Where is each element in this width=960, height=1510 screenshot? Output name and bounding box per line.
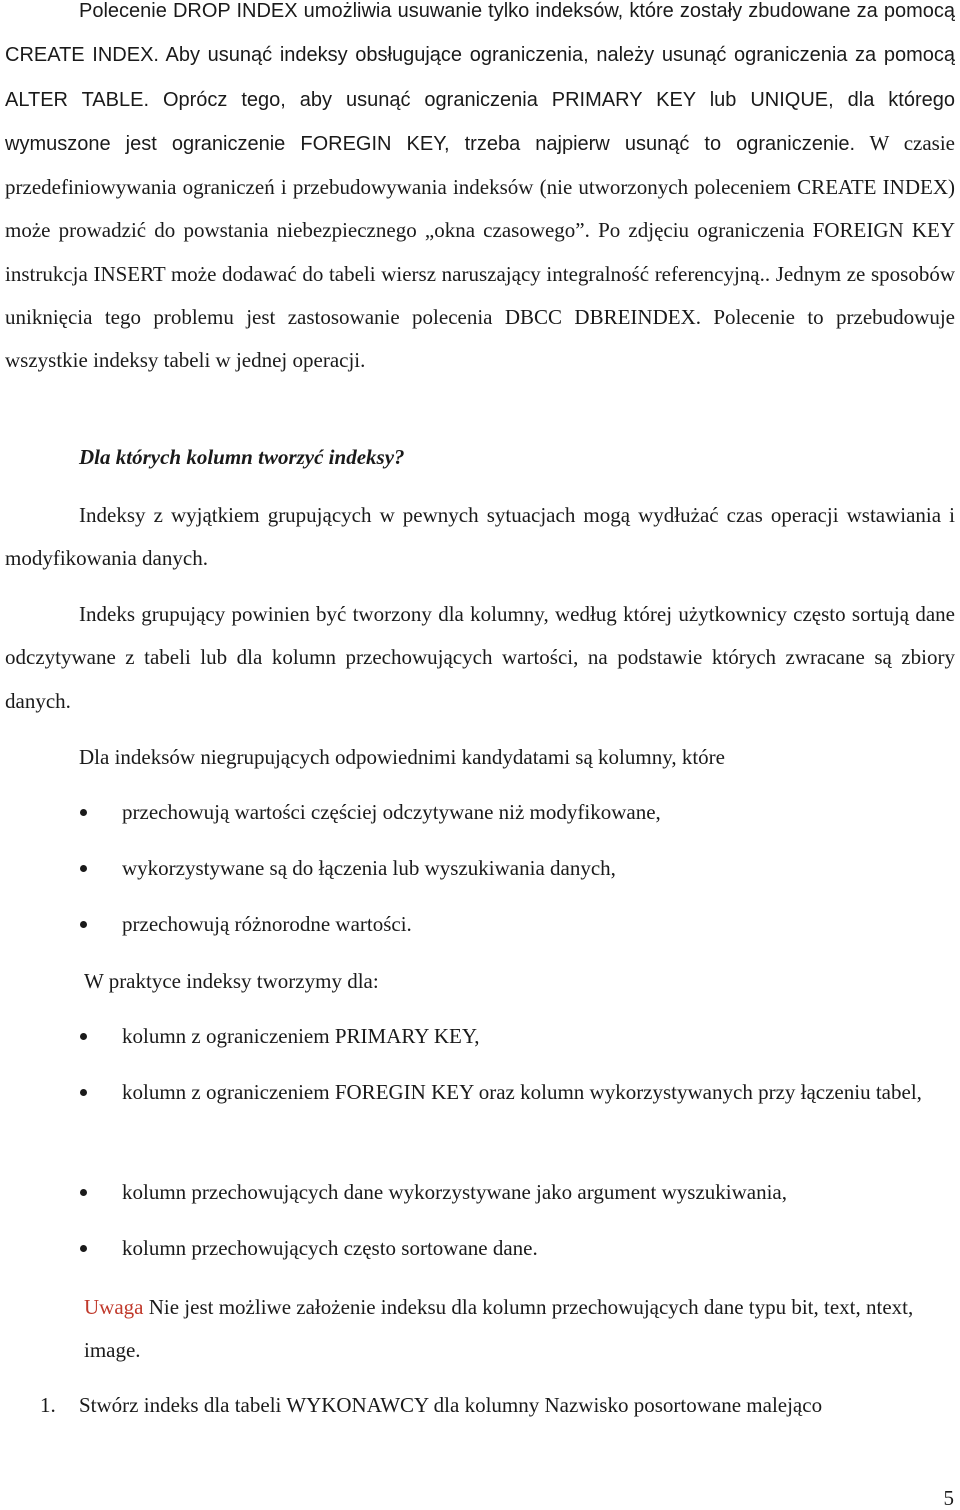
task-number: 1. xyxy=(40,1393,56,1417)
paragraph-indeksy: Indeksy z wyjątkiem grupujących w pewnych sytuacjach mogą wydłużać czas operacji wstawiania i modyfikowania danych. xyxy=(5,503,955,571)
line-niegrupujace: Dla indeksów niegrupujących odpowiednimi kandydatami są kolumny, które xyxy=(79,745,725,769)
bullet-item xyxy=(80,847,950,890)
bullet-text: przechowują wartości częściej odczytywane niż modyfikowane, xyxy=(122,800,661,824)
bullet-text: kolumn z ograniczeniem PRIMARY KEY, xyxy=(122,1024,480,1048)
bullet-text: kolumn przechowujących dane wykorzystywane jako argument wyszukiwania, xyxy=(122,1180,787,1204)
page-number: 5 xyxy=(943,1486,954,1510)
line-praktyka: W praktyce indeksy tworzymy dla: xyxy=(84,969,379,993)
bullet-dot-icon xyxy=(80,921,87,928)
note-label: Uwaga xyxy=(84,1295,144,1319)
bullet-text: przechowują różnorodne wartości. xyxy=(122,912,412,936)
bullet-item xyxy=(80,1015,950,1058)
bullet-text: kolumn z ograniczeniem FOREGIN KEY oraz kolumn wykorzystywanych przy łączeniu tabel, xyxy=(122,1080,922,1104)
intro-text-window: W czasie przedefiniowywania ograniczeń i przebudowywania indeksów (nie utworzonych poleceniem CREATE INDEX) może prowadzić do powstania niebezpiecznego „okna czasowego”. xyxy=(5,130,955,243)
note-text: Nie jest możliwe założenie indeksu dla kolumn przechowujących dane typu bit, text, ntext, image. xyxy=(84,1295,914,1363)
task-item xyxy=(40,1390,956,1420)
task-text: Stwórz indeks dla tabeli WYKONAWCY dla kolumny Nazwisko posortowane malejąco xyxy=(79,1393,823,1417)
bullet-item xyxy=(80,791,950,834)
intro-text-foreign-key: Po zdjęciu ograniczenia FOREIGN KEY instrukcja INSERT może dodawać do tabeli wiersz naruszający integralność referencyjną.. Jednym ze sposobów uniknięcia tego problemu jest zastosowanie polecenia DBCC DBREINDEX. Polecenie to przebudowuje wszystkie indeksy tabeli w jednej operacji. xyxy=(5,218,956,373)
bullet-text: kolumn przechowujących często sortowane dane. xyxy=(122,1236,538,1260)
bullet-dot-icon xyxy=(80,1033,87,1040)
bullet-dot-icon xyxy=(80,865,87,872)
bullet-dot-icon xyxy=(80,1189,87,1196)
bullet-dot-icon xyxy=(80,1245,87,1252)
bullet-item xyxy=(80,1071,950,1114)
section-heading: Dla których kolumn tworzyć indeksy? xyxy=(79,445,405,469)
bullet-dot-icon xyxy=(80,809,87,816)
bullet-dot-icon xyxy=(80,1089,87,1096)
note-paragraph xyxy=(84,1286,954,1373)
intro-text-sans: Polecenie DROP INDEX umożliwia usuwanie tylko indeksów, które zostały zbudowane za pomocą CREATE INDEX. Aby usunąć indeksy obsługujące ograniczenia, należy usunąć ograniczenia za pomocą ALTER TABLE. Oprócz tego, aby usunąć ograniczenia PRIMARY KEY lub UNIQUE, dla którego wymuszone jest ograniczenie FOREGIN KEY, trzeba najpierw usunąć to ograniczenie. xyxy=(5,0,955,155)
intro-paragraph xyxy=(5,0,955,383)
bullet-item xyxy=(80,1227,950,1270)
bullet-item xyxy=(80,903,950,946)
bullet-item xyxy=(80,1171,950,1214)
paragraph-indeks-grupujacy: Indeks grupujący powinien być tworzony dla kolumny, według której użytkownicy często sortują dane odczytywane z tabeli lub dla kolumn przechowujących wartości, na podstawie których zwracane są zbiory danych. xyxy=(5,602,955,713)
bullet-text: wykorzystywane są do łączenia lub wyszukiwania danych, xyxy=(122,856,616,880)
